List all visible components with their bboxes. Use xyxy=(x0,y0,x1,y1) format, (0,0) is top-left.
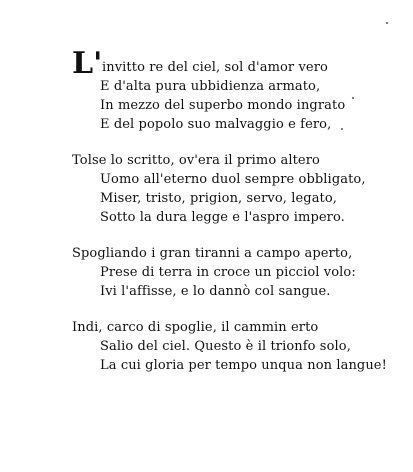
first-line-text: invitto re del ciel, sol d'amor vero xyxy=(102,60,328,75)
poem-line: Spogliando i gran tiranni a campo aperto, xyxy=(72,246,353,261)
stanza-3 xyxy=(72,244,402,301)
poem-line: E del popolo suo malvaggio e fero, xyxy=(100,117,332,132)
poem-line: La cui gloria per tempo unqua non langue! xyxy=(100,358,387,373)
poem-line: Prese di terra in croce un picciol volo: xyxy=(100,265,356,280)
poem-line: Miser, tristo, prigion, servo, legato, xyxy=(100,191,338,206)
margin-speck xyxy=(386,22,388,24)
stanza-2 xyxy=(72,151,402,227)
poem-line: Tolse lo scritto, ov'era il primo altero xyxy=(72,153,320,168)
poem-line: Indi, carco di spoglie, il cammin erto xyxy=(72,320,319,335)
poem-line: Ivi l'affisse, e lo dannò col sangue. xyxy=(100,284,331,299)
poem-line: Sotto la dura legge e l'aspro impero. xyxy=(100,210,345,225)
poem-line: In mezzo del superbo mondo ingrato xyxy=(100,98,346,113)
stanza-4 xyxy=(72,318,402,375)
poem-line: Salio del ciel. Questo è il trionfo solo, xyxy=(100,339,351,354)
poem xyxy=(72,46,402,392)
drop-cap: L' xyxy=(72,46,103,81)
poem-line xyxy=(72,46,402,81)
stanza-1 xyxy=(72,46,402,134)
poem-line: E d'alta pura ubbidienza armato, xyxy=(100,79,321,94)
poem-line: Uomo all'eterno duol sempre obbligato, xyxy=(100,172,366,187)
